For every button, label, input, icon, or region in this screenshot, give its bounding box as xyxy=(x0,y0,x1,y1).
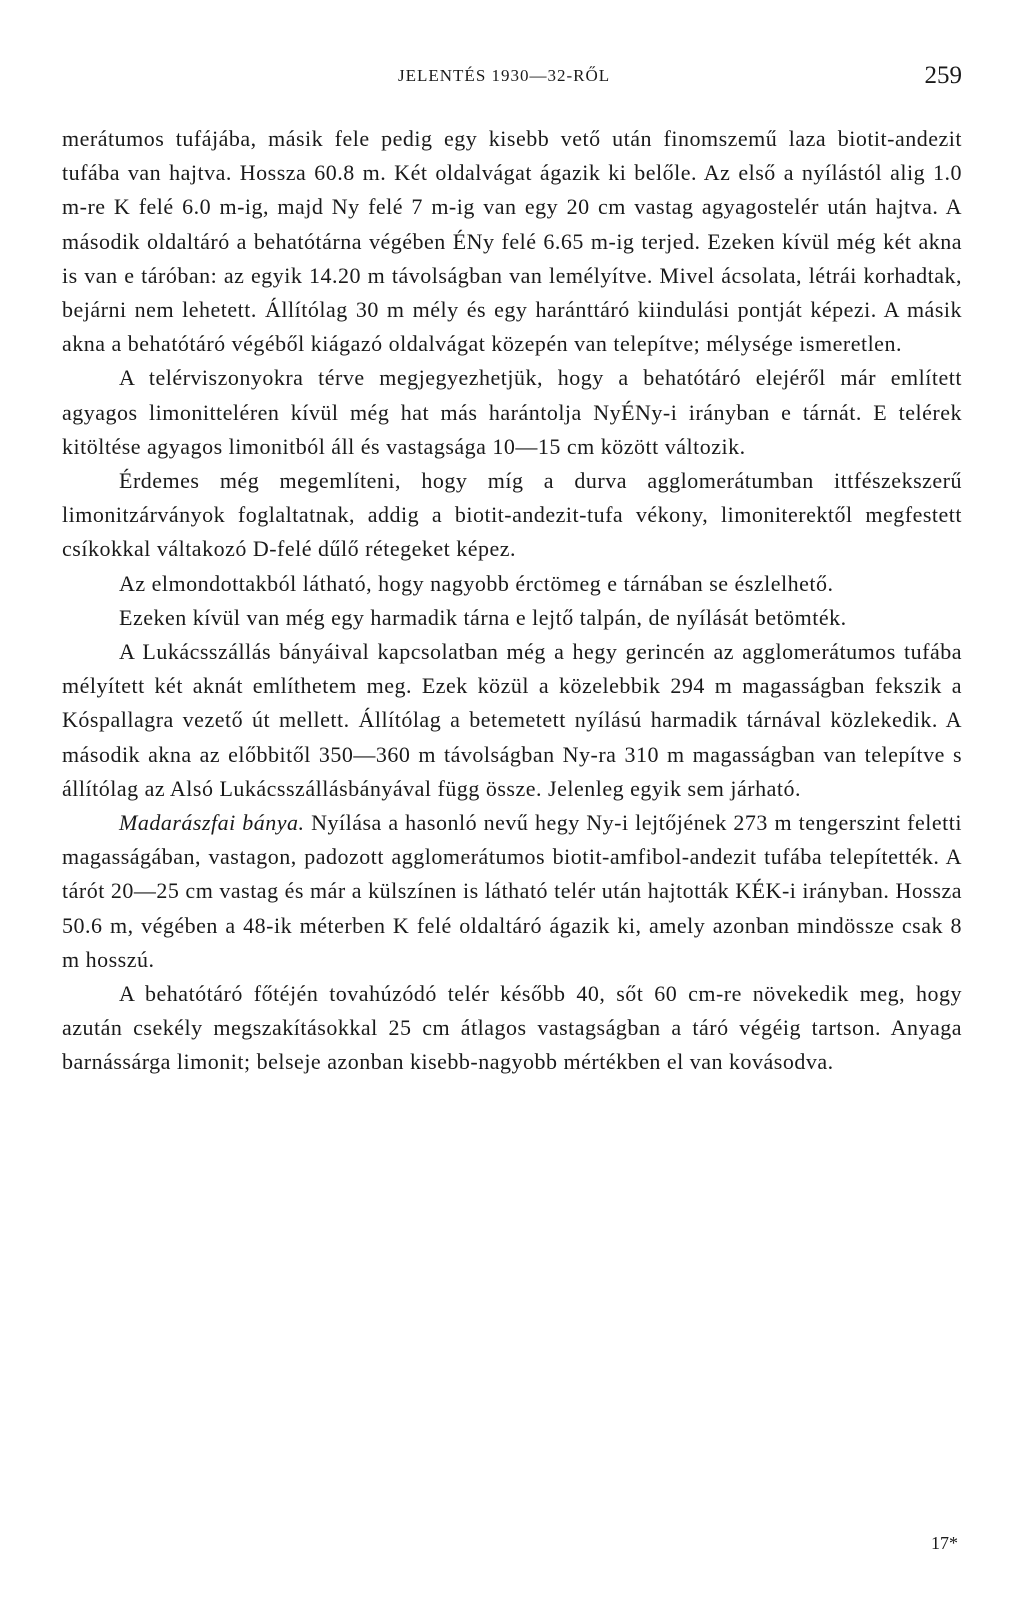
paragraph-text: Nyílása a hasonló nevű hegy Ny-i lejtőjének 273 m tengerszint feletti magasságában, vastagon, padozott agglomerátumos biotit-amfibol-andezit tufába telepítették. A tárót 20—25 cm vastag és már a külszínen is látható telér után hajtották KÉK-i irányban. Hossza 50.6 m, végében a 48-ik méterben K felé oldaltáró ágazik ki, amely azonban mindössze csak 8 m hosszú. xyxy=(62,810,962,972)
paragraph: Az elmondottakból látható, hogy nagyobb érctömeg e tárnában se észlelhető. xyxy=(119,570,834,596)
signature-mark: 17* xyxy=(931,1533,958,1553)
paragraph: A Lukácsszállás bányáival kapcsolatban még a hegy gerincén az agglomerátumos tufába mélyített két aknát említhetem meg. Ezek közül a közelebbik 294 m magasságban fekszik a Kóspallagra vezető út mellett. Állítólag a betemetett nyílású harmadik tárnával közlekedik. A második akna az előbbitől 350—360 m távolságban Ny-ra 310 m magasságban van telepítve s állítólag az Alsó Lukácsszállásbányával függ össze. Jelenleg egyik sem járható. xyxy=(62,639,962,801)
running-title: JELENTÉS 1930—32-RŐL xyxy=(398,66,611,85)
page-header xyxy=(60,62,962,92)
paragraph: A behatótáró főtéjén tovahúzódó telér később 40, sőt 60 cm-re növekedik meg, hogy azután csekély megszakításokkal 25 cm átlagos vastagságban a táró végéig tartson. Anyaga barnássárga limonit; belseje azonban kisebb-nagyobb mértékben el van kovásodva. xyxy=(62,981,962,1075)
paragraph: Érdemes még megemlíteni, hogy míg a durva agglomerátumban ittfészekszerű limonitzárványok foglaltatnak, addig a biotit-andezit-tufa vékony, limoniterektől megfestett csíkokkal váltakozó D-felé dűlő rétegeket képez. xyxy=(62,468,962,562)
page-number: 259 xyxy=(924,62,962,89)
mine-title: Madarászfai bánya. xyxy=(119,810,305,836)
paragraph: Ezeken kívül van még egy harmadik tárna e lejtő talpán, de nyílását betömték. xyxy=(119,604,847,630)
paragraph xyxy=(62,806,962,977)
body-text xyxy=(62,122,962,1080)
paragraph: A telérviszonyokra térve megjegyezhetjük, hogy a behatótáró elejéről már említett agyagos limonitteléren kívül még hat más harántolja NyÉNy-i irányban e tárnát. E telérek kitöltése agyagos limonitból áll és vastagsága 10—15 cm között változik. xyxy=(62,365,962,459)
paragraph: merátumos tufájába, másik fele pedig egy kisebb vető után finomszemű laza biotit-andezit tufába van hajtva. Hossza 60.8 m. Két oldalvágat ágazik ki belőle. Az első a nyílástól alig 1.0 m-re K felé 6.0 m-ig, majd Ny felé 7 m-ig van egy 20 cm vastag agyagostelér után hajtva. A második oldaltáró a behatótárna végében ÉNy felé 6.65 m-ig terjed. Ezeken kívül még két akna is van e táróban: az egyik 14.20 m távolságban van lemélyítve. Mivel ácsolata, létrái korhadtak, bejárni nem lehetett. Állítólag 30 m mély és egy haránttáró kiindulási pontját képezi. A másik akna a behatótáró végéből kiágazó oldalvágat közepén van telepítve; mélysége ismeretlen. xyxy=(62,126,962,357)
